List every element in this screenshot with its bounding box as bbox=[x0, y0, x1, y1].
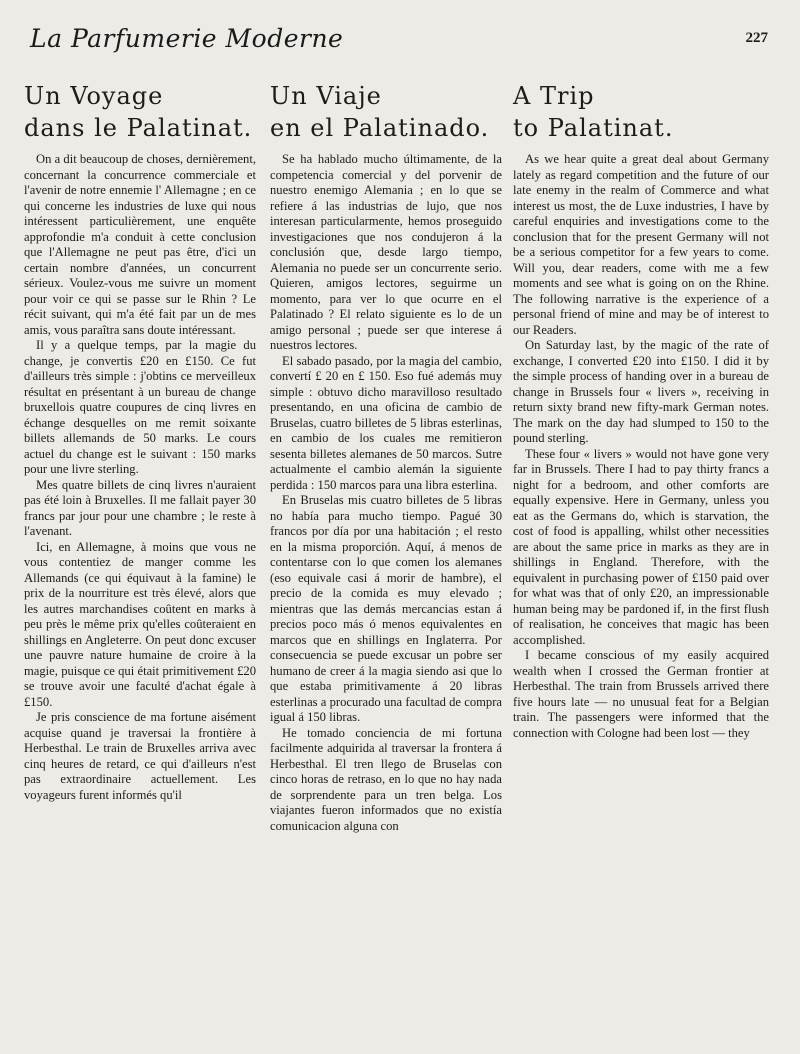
paragraph: Je pris conscience de ma fortune aisément acquise quand je traversai la frontière à Herbesthal. Le train de Bruxelles arriva avec cinq heures de retard, ce qui d'ailleurs n'est pas extraordinaire actuellement. Les voyageurs furent informés qu'il bbox=[24, 710, 256, 802]
article-spanish bbox=[270, 80, 502, 834]
paragraph: Il y a quelque temps, par la magie du change, je convertis £20 en £150. Ce fut d'ailleurs très simple : j'obtins ce merveilleux résultat en présentant à un bureau de change bruxellois quatre coupures de cinq livres en échange desquelles on me remit soixante billets allemands de 50 marks. Le cours actuel du change est le suivant : 150 marks pour une livre sterling. bbox=[24, 338, 256, 476]
page-header bbox=[30, 24, 770, 60]
article-body bbox=[513, 152, 769, 741]
paragraph: On Saturday last, by the magic of the rate of exchange, I converted £20 into £150. I did it by the simple process of handing over in a bureau de change in Brussels four « livers », receiving in return sixty brand new fifty-mark German notes. The mark on the day had slumped to 150 to the pound sterling. bbox=[513, 338, 769, 445]
title-line-1: Un Viaje bbox=[270, 82, 382, 110]
paragraph: En Bruselas mis cuatro billetes de 5 libras no había para mucho tiempo. Pagué 30 francos por día por una habitación ; el resto en la misma proporción. Aquí, á menos de contentarse con lo que comen los alemanes (eso equivale casi á morir de hambre), el precio de la comida es muy elevado ; mientras que las demás mercancias estan á precios poco más ó menos equivalentes en marcos que en shillings en Inglaterra. Por consecuencia se puede excusar un pobre ser humano de creer á la magia siendo asi que lo que estaba primitivamente á 20 libras esterlinas a procurado una facultad de compra igual á 150 libras. bbox=[270, 493, 502, 724]
masthead-title: La Parfumerie Moderne bbox=[30, 24, 344, 53]
title-line-2: to Palatinat. bbox=[513, 114, 674, 142]
article-french bbox=[24, 80, 256, 803]
title-line-2: dans le Palatinat. bbox=[24, 114, 253, 142]
paragraph: I became conscious of my easily acquired wealth when I crossed the German frontier at Herbesthal. The train from Brussels arrived there five hours late — no unusual feat for a Belgian train. The passengers were informed that the connection with Cologne had been lost — they bbox=[513, 648, 769, 740]
page-number: 227 bbox=[745, 30, 768, 46]
article-title bbox=[513, 80, 769, 144]
paragraph: As we hear quite a great deal about Germany lately as regard competition and the future of our late enemy in the realm of Commerce and what interest us most, the de Luxe industries, I have by careful enquiries and investigations come to the conclusion that for the present Germany will not be a serious competitor for a few years to come. Will you, dear readers, come with me a few moments and see what is going on on the Rhine. The following narrative is the experience of a personal friend of mine and may be of interest to our Readers. bbox=[513, 152, 769, 337]
article-title bbox=[270, 80, 502, 144]
paragraph: Se ha hablado mucho últimamente, de la competencia comercial y del porvenir de nuestro enemigo Alemania ; en lo que se refiere á las industrias de lujo, que nos interesan particularmente, hemos proseguido investigaciones que nos condujeron á la conclusión que, desde largo tiempo, Alemania no puede ser un concurrente serio. Quieren, amigos lectores, seguirme un momento, para ver lo que ocurre en el Palatinado ? El relato siguiente es lo de un amigo personal ; puede ser que interese á nuestros lectores. bbox=[270, 152, 502, 352]
paragraph: He tomado conciencia de mi fortuna facilmente adquirida al traversar la frontera á Herbesthal. El tren llego de Bruselas con cinco horas de retraso, en lo que no hay nada de sorprendente para un tren belga. Los viajantes fueron informados que no existía comunicacion alguna con bbox=[270, 725, 502, 833]
article-title bbox=[24, 80, 256, 144]
article-english bbox=[513, 80, 769, 741]
paragraph: On a dit beaucoup de choses, dernièrement, concernant la concurrence commerciale et l'avenir de notre ennemie l' Allemagne ; en ce qui concerne les industries de luxe qui nous intéressent particulièrement, une enquête approfondie m'a conduit à cette conclusion que l'Allemagne ne peut pas être, d'ici un certain nombre d'années, un concurrent sérieux. Voulez-vous me suivre un moment pour voir ce qui se passe sur le Rhin ? Le récit suivant, qui m'a été fait par un de mes amis, vous paraîtra sans doute intéressant. bbox=[24, 152, 256, 337]
title-line-1: A Trip bbox=[513, 82, 595, 110]
title-line-2: en el Palatinado. bbox=[270, 114, 490, 142]
article-body bbox=[270, 152, 502, 834]
paragraph: Mes quatre billets de cinq livres n'auraient pas été loin à Bruxelles. Il me fallait payer 30 francs par jour pour une chambre ; le reste à l'avenant. bbox=[24, 477, 256, 538]
title-line-1: Un Voyage bbox=[24, 82, 164, 110]
paragraph: Ici, en Allemagne, à moins que vous ne vous contentiez de manger comme les Allemands (ce qui équivaut à la famine) le prix de la nourriture est très élevé, alors que les autres marchandises coûtent en marks à peu près le même prix qu'elles coûteraient en shillings en Angleterre. On peut donc excuser une pauvre nature humaine de croire à la magie, puisque ce qui était primitivement £20 se trouve avoir une faculté d'achat égale à £150. bbox=[24, 539, 256, 709]
paragraph: These four « livers » would not have gone very far in Brussels. There I had to pay thirty francs a night for a bedroom, and other comforts are equally expensive. Here in Germany, unless you eat as the Germans do, which is starvation, the cost of food is appalling, whilst other necessities are about the same price in marks as they are in shillings in England. Therefore, with the equivalent in purchasing power of £150 paid over for what was that of only £20, an impressionable human being may be pardoned if, in the first flush of realisation, he conceives that magic has been accomplished. bbox=[513, 446, 769, 647]
article-body bbox=[24, 152, 256, 803]
paragraph: El sabado pasado, por la magia del cambio, convertí £ 20 en £ 150. Eso fué además muy simple : obtuvo dicho maravilloso resultado presentando, en una oficina de cambio de Bruselas, cuatro billetes de 5 libras esterlinas, en cambio de los cuales me remitieron sesenta billetes alemanes de 50 marcos. Sutre actualmente el cambio alemán la siguiente perdida : 150 marcos para una libra esterlina. bbox=[270, 353, 502, 492]
